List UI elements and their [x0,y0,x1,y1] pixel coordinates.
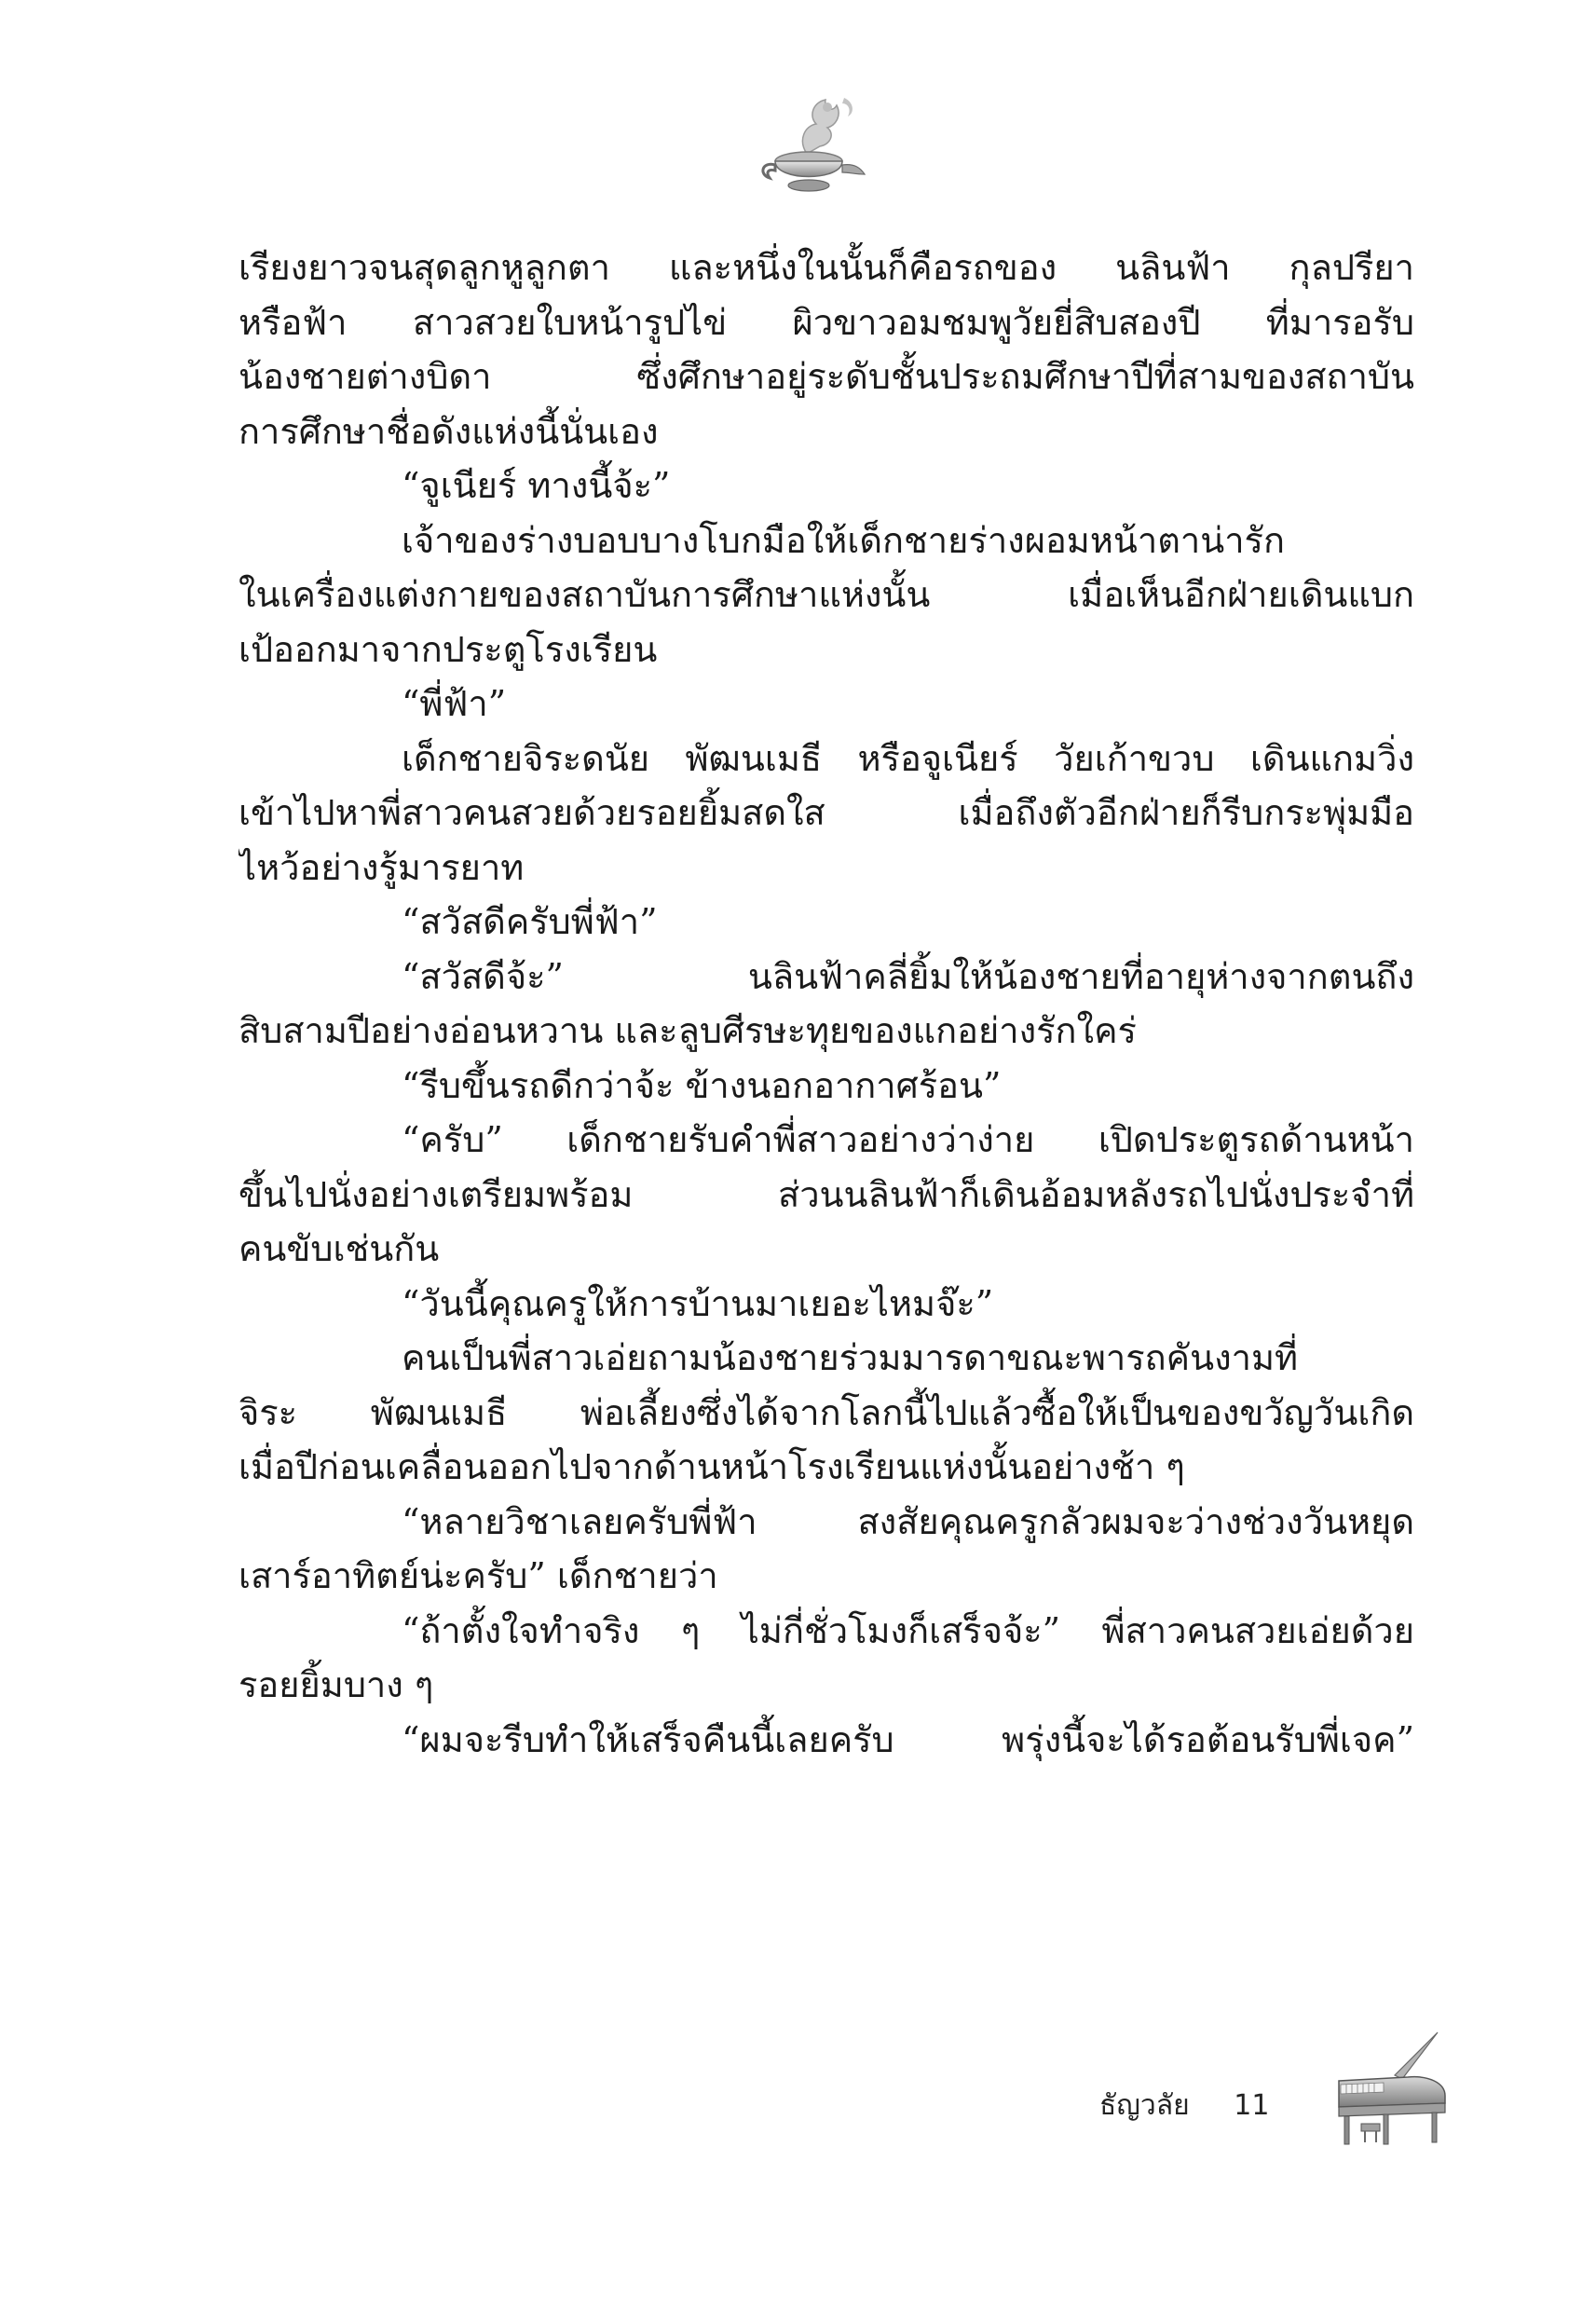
dialogue-line: “พี่ฟ้า” [402,683,507,724]
dialogue-line: “วันนี้คุณครูให้การบ้านมาเยอะไหมจ๊ะ” [402,1282,994,1324]
grand-piano-icon [1328,2027,1453,2153]
dialogue-line: “ครับ” เด็กชายรับคำพี่สาวอย่างว่าง่าย เปิดประตูรถด้านหน้า [402,1119,1414,1160]
text-line: ไหว้อย่างรู้มารยาท [239,846,525,888]
page-footer [1099,2078,1269,2134]
text-line: การศึกษาชื่อดังแห่งนี้นั่นเอง [239,410,659,452]
dialogue-line: “หลายวิชาเลยครับพี่ฟ้า สงสัยคุณครูกลัวผมจะว่างช่วงวันหยุด [402,1500,1414,1542]
author-name: ธัญวลัย [1099,2089,1190,2122]
text-line: ขึ้นไปนั่งอย่างเตรียมพร้อม ส่วนนลินฟ้าก็เดินอ้อมหลังรถไปนั่งประจำที่ [239,1173,1414,1215]
text-line: เข้าไปหาพี่สาวคนสวยด้วยรอยยิ้มสดใส เมื่อถึงตัวอีกฝ่ายก็รีบกระพุ่มมือ [239,792,1414,833]
dialogue-line: “รีบขึ้นรถดีกว่าจ้ะ ข้างนอกอากาศร้อน” [402,1064,1002,1106]
text-line: เป้ออกมาจากประตูโรงเรียน [239,628,658,670]
text-line: ในเครื่องแต่งกายของสถาบันการศึกษาแห่งนั้น เมื่อเห็นอีกฝ่ายเดินแบก [239,574,1414,615]
text-line: หรือฟ้า สาวสวยใบหน้ารูปไข่ ผิวขาวอมชมพูวัยยี่สิบสองปี ที่มารอรับ [239,301,1414,343]
page-number: 11 [1234,2089,1270,2122]
dialogue-line: “ถ้าตั้งใจทำจริง ๆ ไม่กี่ชั่วโมงก็เสร็จจ้ะ” พี่สาวคนสวยเอ่ยด้วย [402,1609,1414,1651]
text-line: คนขับเช่นกัน [239,1228,440,1269]
dialogue-line: “สวัสดีครับพี่ฟ้า” [402,901,658,942]
text-line: เรียงยาวจนสุดลูกหูลูกตา และหนึ่งในนั้นก็คือรถของ นลินฟ้า กุลปรียา [239,247,1414,288]
text-line: เสาร์อาทิตย์น่ะครับ” เด็กชายว่า [239,1555,718,1596]
text-line: คนเป็นพี่สาวเอ่ยถามน้องชายร่วมมารดาขณะพารถคันงามที่ [402,1337,1299,1378]
text-line: เด็กชายจิระดนัย พัฒนเมธี หรือจูเนียร์ วัยเก้าขวบ เดินแกมวิ่ง [402,737,1414,779]
dialogue-line: “จูเนียร์ ทางนี้จ้ะ” [402,465,671,506]
text-line: จิระ พัฒนเมธี พ่อเลี้ยงซึ่งได้จากโลกนี้ไปแล้วซื้อให้เป็นของขวัญวันเกิด [239,1391,1414,1433]
body-text [239,240,1414,1767]
dialogue-line: “สวัสดีจ้ะ” นลินฟ้าคลี่ยิ้มให้น้องชายที่อายุห่างจากตนถึง [402,955,1414,997]
text-line: รอยยิ้มบาง ๆ [239,1664,434,1705]
text-line: สิบสามปีอย่างอ่อนหวาน และลูบศีรษะทุยของแกอย่างรักใคร่ [239,1010,1137,1051]
text-line: เจ้าของร่างบอบบางโบกมือให้เด็กชายร่างผอมหน้าตาน่ารัก [402,519,1285,561]
genie-lamp-icon [751,89,867,200]
dialogue-line: “ผมจะรีบทำให้เสร็จคืนนี้เลยครับ พรุ่งนี้จะได้รอต้อนรับพี่เจค” [402,1718,1414,1760]
text-line: น้องชายต่างบิดา ซึ่งศึกษาอยู่ระดับชั้นประถมศึกษาปีที่สามของสถาบัน [239,356,1414,397]
text-line: เมื่อปีก่อนเคลื่อนออกไปจากด้านหน้าโรงเรียนแห่งนั้นอย่างช้า ๆ [239,1446,1185,1487]
